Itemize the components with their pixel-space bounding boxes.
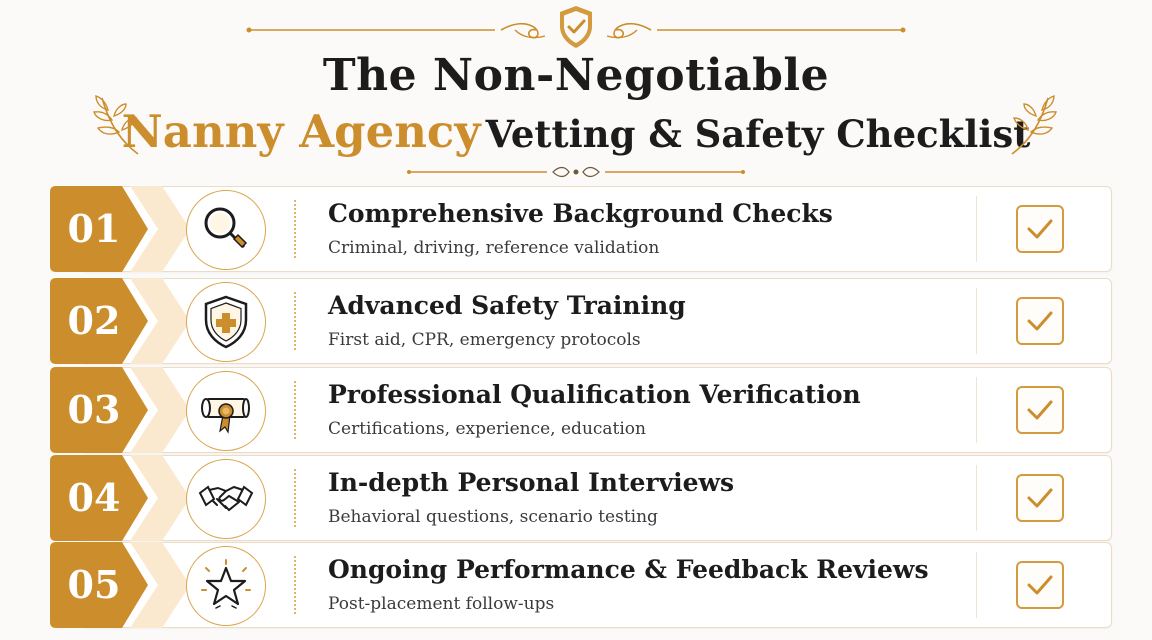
- checklist-row: [50, 367, 1112, 453]
- dotted-separator: [294, 292, 296, 350]
- handshake-icon: [196, 469, 256, 529]
- icon-circle: [186, 190, 266, 270]
- item-number: 04: [67, 475, 121, 520]
- checkmark-icon: [1026, 397, 1054, 423]
- checkbox[interactable]: [1016, 386, 1064, 434]
- diploma-icon: [196, 381, 256, 441]
- icon-circle: [186, 371, 266, 451]
- item-title: Comprehensive Background Checks: [328, 199, 833, 228]
- checklist-row: [50, 186, 1112, 272]
- checklist-row: [50, 278, 1112, 364]
- item-title: Ongoing Performance & Feedback Reviews: [328, 555, 929, 584]
- item-subtitle: Behavioral questions, scenario testing: [328, 507, 658, 527]
- checkmark-icon: [1026, 216, 1054, 242]
- item-title: In-depth Personal Interviews: [328, 468, 735, 497]
- checkbox[interactable]: [1016, 561, 1064, 609]
- item-subtitle: Criminal, driving, reference validation: [328, 238, 660, 258]
- icon-circle: [186, 459, 266, 539]
- item-subtitle: Post-placement follow-ups: [328, 594, 555, 614]
- shield-check-icon: [556, 4, 596, 50]
- item-title: Advanced Safety Training: [328, 291, 686, 320]
- row-divider: [976, 465, 977, 531]
- row-divider: [976, 288, 977, 354]
- item-number: 01: [67, 206, 121, 251]
- icon-circle: [186, 546, 266, 626]
- checkmark-icon: [1026, 572, 1054, 598]
- divider-ornament: [405, 162, 747, 182]
- header: [0, 0, 1152, 185]
- dotted-separator: [294, 469, 296, 527]
- item-number: 05: [67, 562, 121, 607]
- row-divider: [976, 552, 977, 618]
- title-rest: Vetting & Safety Checklist: [485, 112, 1031, 156]
- checklist-row: [50, 542, 1112, 628]
- row-divider: [976, 196, 977, 262]
- checkbox[interactable]: [1016, 205, 1064, 253]
- shield-plus-icon: [196, 292, 256, 352]
- item-subtitle: Certifications, experience, education: [328, 419, 646, 439]
- checkmark-icon: [1026, 485, 1054, 511]
- item-number: 03: [67, 387, 121, 432]
- checkbox[interactable]: [1016, 474, 1064, 522]
- item-title: Professional Qualification Verification: [328, 380, 861, 409]
- star-icon: [196, 556, 256, 616]
- row-divider: [976, 377, 977, 443]
- item-number: 02: [67, 298, 121, 343]
- dotted-separator: [294, 200, 296, 258]
- laurel-right-icon: [1006, 92, 1058, 156]
- dotted-separator: [294, 381, 296, 439]
- magnifying-glass-icon: [196, 200, 256, 260]
- item-subtitle: First aid, CPR, emergency protocols: [328, 330, 641, 350]
- laurel-left-icon: [92, 92, 144, 156]
- dotted-separator: [294, 556, 296, 614]
- checkmark-icon: [1026, 308, 1054, 334]
- title-accent: Nanny Agency: [121, 105, 481, 158]
- icon-circle: [186, 282, 266, 362]
- checkbox[interactable]: [1016, 297, 1064, 345]
- page-title-line1: The Non-Negotiable: [322, 50, 830, 101]
- checklist-row: [50, 455, 1112, 541]
